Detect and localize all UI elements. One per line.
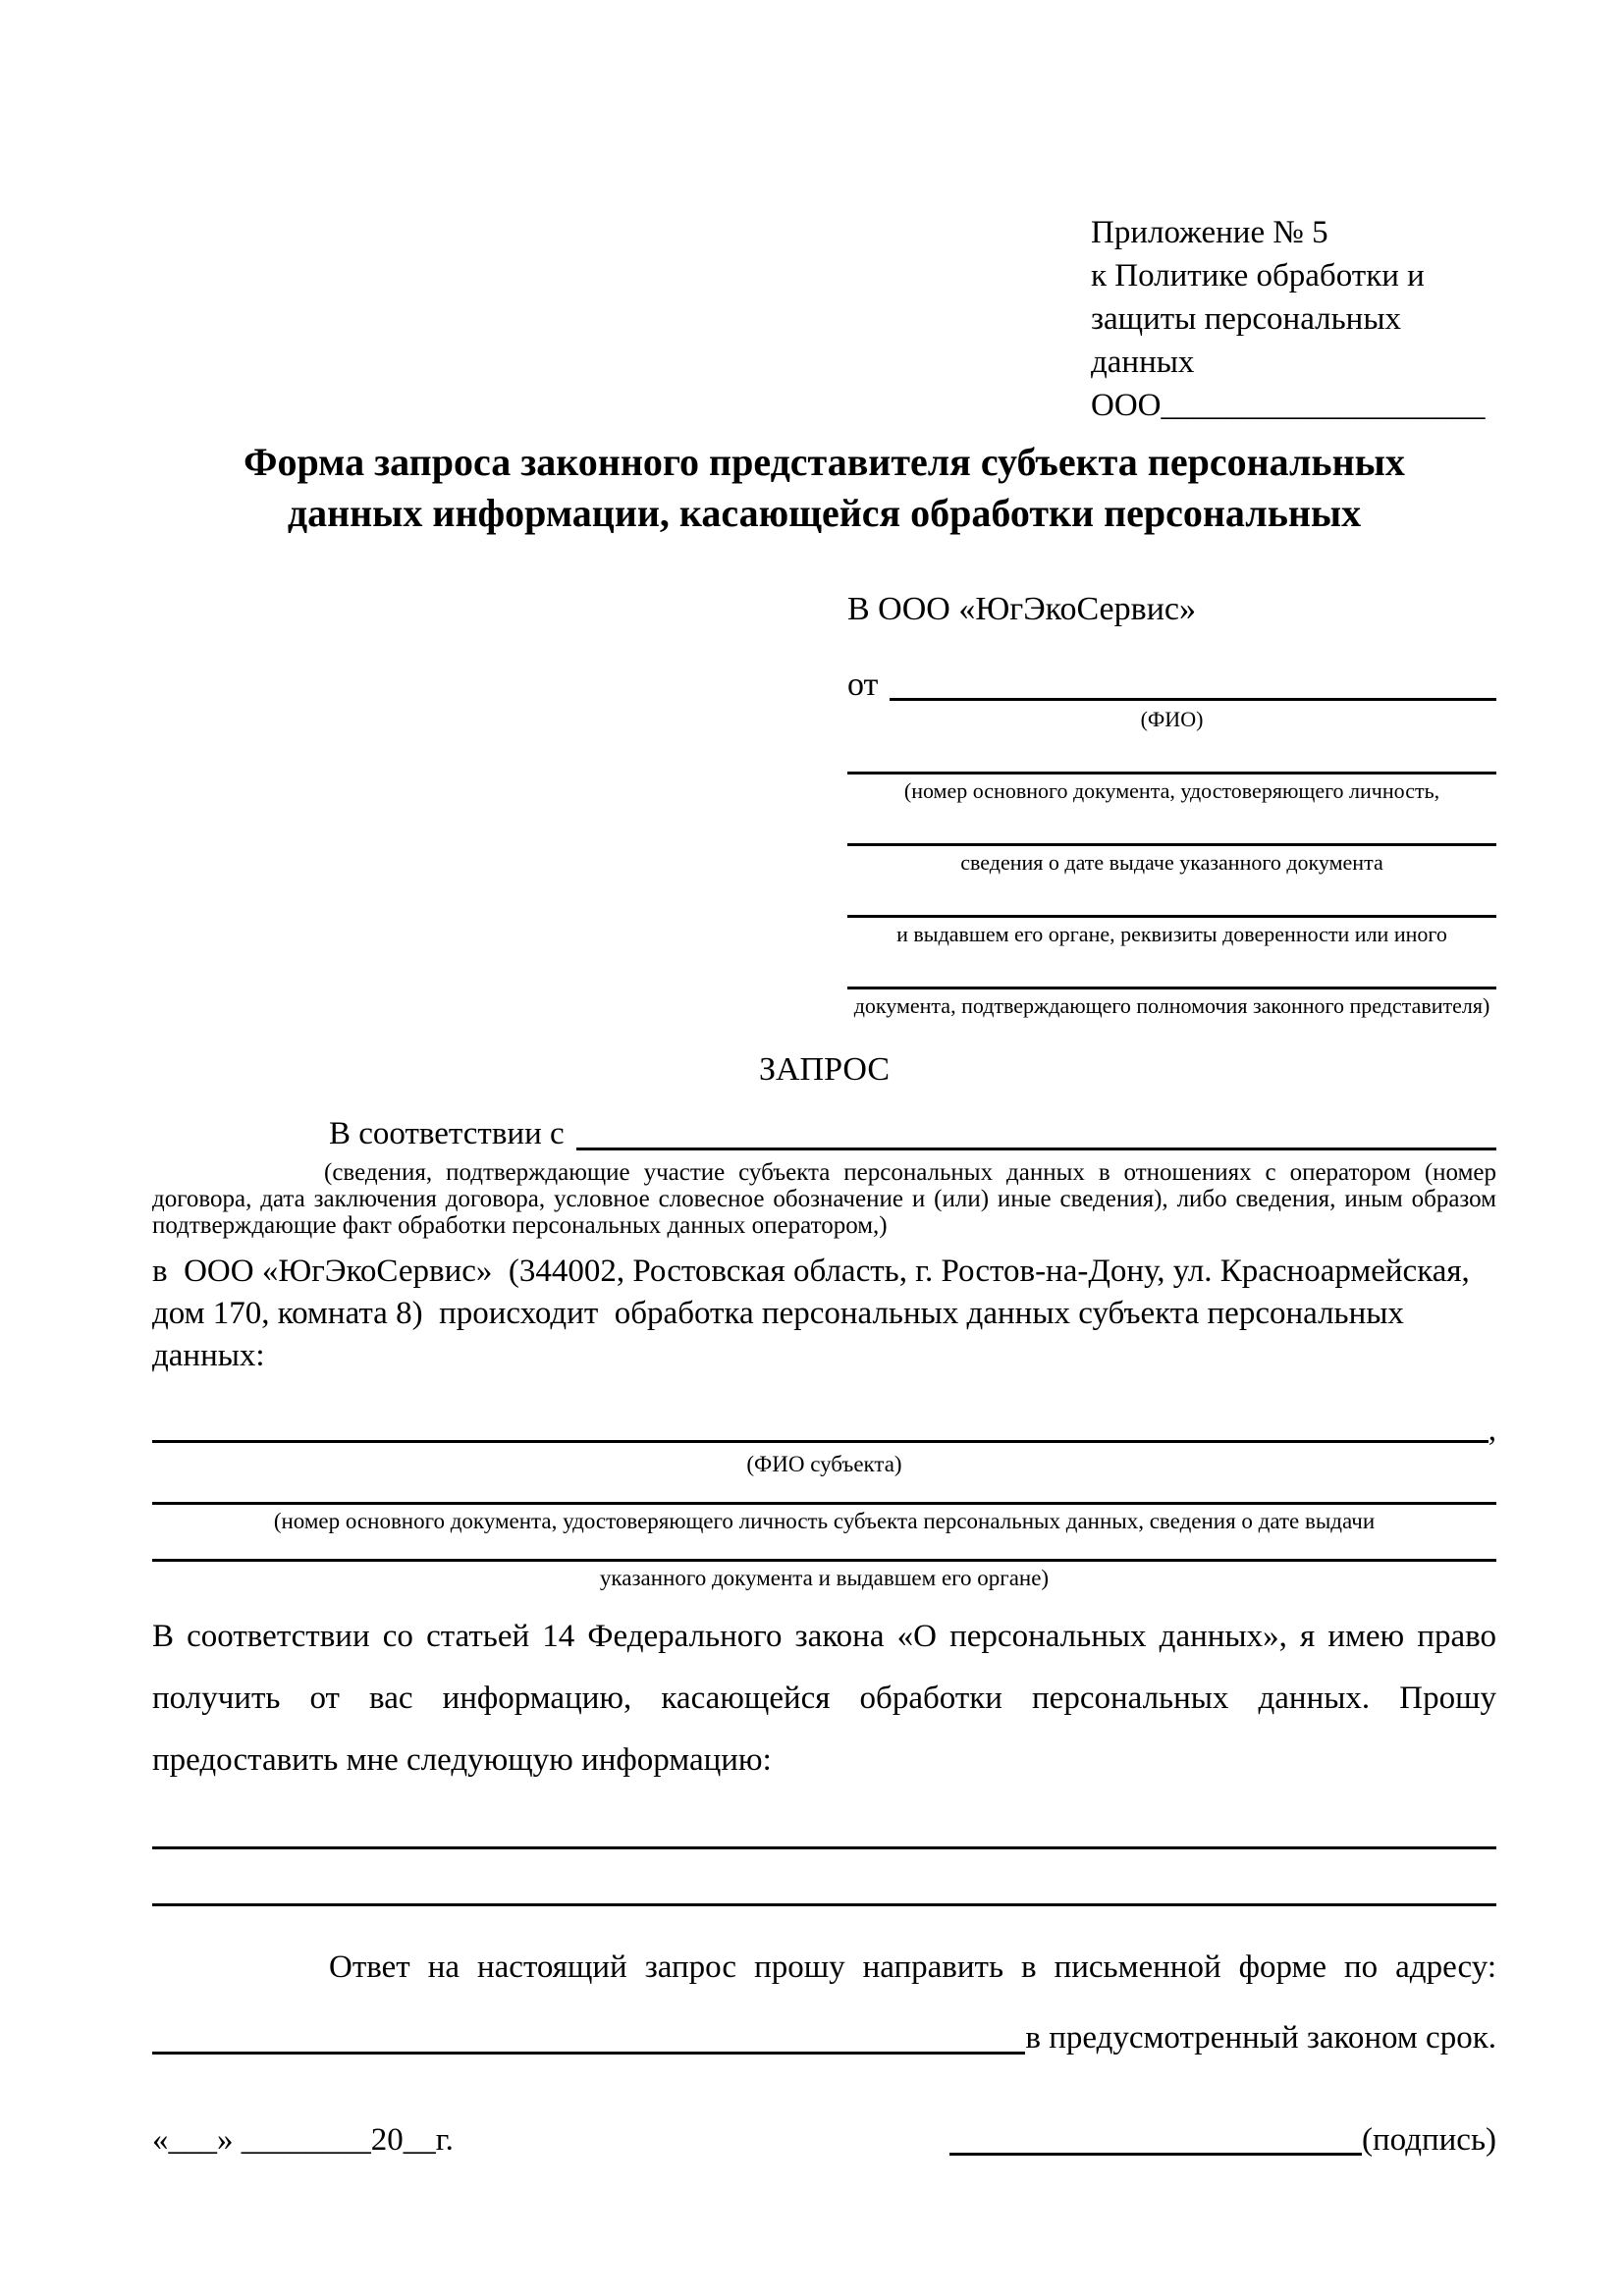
accordance-caption: (сведения, подтверждающие участие субъекта персональных данных в отношениях с оператором (номер договора, дата заключения договора, условное словесное обозначение и (или) иные сведения), либо сведения, иным образом подтверждающие факт обработки персональных данных оператором,)	[152, 1159, 1496, 1239]
appendix-line: к Политике обработки и	[1091, 258, 1425, 294]
doc-info-caption: сведения о дате выдаче указанного документа	[960, 850, 1383, 875]
subject-doc-caption: указанного документа и выдавшем его органе)	[599, 1566, 1050, 1590]
doc-info-blank-line	[847, 915, 1496, 918]
date-line: «___» ________20__г.	[152, 2122, 454, 2158]
doc-info-group	[847, 915, 1496, 947]
subject-doc-blank-line	[152, 1502, 1496, 1505]
response-paragraph: Ответ на настоящий запрос прошу направить в письменной форме по адресу:	[329, 1949, 1496, 1985]
doc-info-caption: и выдавшем его органе, реквизиты доверенности или иного	[896, 922, 1447, 946]
doc-info-caption: документа, подтверждающего полномочия законного представителя)	[853, 993, 1490, 1018]
signature-block	[949, 2118, 1496, 2162]
info-blank-line	[152, 1903, 1496, 1906]
response-deadline: в предусмотренный законом срок.	[1025, 2020, 1496, 2056]
doc-info-blank-line	[847, 987, 1496, 989]
info-blank-line	[152, 1846, 1496, 1849]
accordance-row	[152, 1113, 1496, 1155]
form-title-line: Форма запроса законного представителя субъекта персональных	[244, 440, 1405, 484]
fio-caption: (ФИО)	[1140, 707, 1204, 731]
signature-blank-line	[949, 2153, 1362, 2156]
signature-caption: (подпись)	[1362, 2122, 1496, 2158]
law-paragraph: В соответствии со статьей 14 Федерального закона «О персональных данных», я имею право получить от вас информацию, касающейся обработки персональных данных. Прошу предоставить мне следующую информацию:	[152, 1619, 1496, 1778]
appendix-line-ooo-blank: ООО____________________	[1091, 388, 1486, 423]
subject-fio-row	[152, 1413, 1496, 1448]
form-title-line: данных информации, касающейся обработки персональных	[287, 491, 1362, 535]
subject-fio-caption: (ФИО субъекта)	[746, 1452, 902, 1476]
footer	[152, 2118, 1496, 2162]
accordance-lead: В соответствии с	[329, 1116, 565, 1151]
subject-doc-caption: (номер основного документа, удостоверяющего личность субъекта персональных данных, сведения о дате выдачи	[273, 1509, 1376, 1533]
addressee-organization: В ООО «ЮгЭкоСервис»	[847, 591, 1196, 627]
subject-fio-comma: ,	[1488, 1413, 1496, 1448]
request-heading: ЗАПРОС	[758, 1051, 891, 1088]
addressee-block	[847, 588, 1496, 1019]
subject-fio-blank-line	[152, 1440, 1489, 1443]
doc-info-caption: (номер основного документа, удостоверяющего личность,	[903, 778, 1440, 803]
operator-paragraph: в ООО «ЮгЭкоСервис» (344002, Ростовская область, г. Ростов-на-Дону, ул. Красноармейская, дом 170, комната 8) происходит обработка персональных данных субъекта персональных данных:	[152, 1254, 1479, 1373]
fio-blank-line	[890, 698, 1496, 701]
doc-info-group	[847, 987, 1496, 1019]
appendix-block	[1091, 211, 1496, 427]
subject-doc-blank-line	[152, 1559, 1496, 1562]
accordance-blank-line	[576, 1148, 1496, 1150]
from-label: от	[847, 667, 879, 703]
doc-info-group	[847, 772, 1496, 804]
appendix-line: Приложение № 5	[1091, 215, 1328, 250]
doc-info-group	[847, 843, 1496, 876]
appendix-line: защиты персональных данных	[1091, 301, 1401, 380]
response-address-row	[152, 2016, 1496, 2059]
form-title	[152, 437, 1496, 539]
from-row	[847, 665, 1496, 706]
doc-info-blank-line	[847, 843, 1496, 846]
doc-info-blank-line	[847, 772, 1496, 774]
response-address-blank-line	[152, 2052, 1025, 2055]
